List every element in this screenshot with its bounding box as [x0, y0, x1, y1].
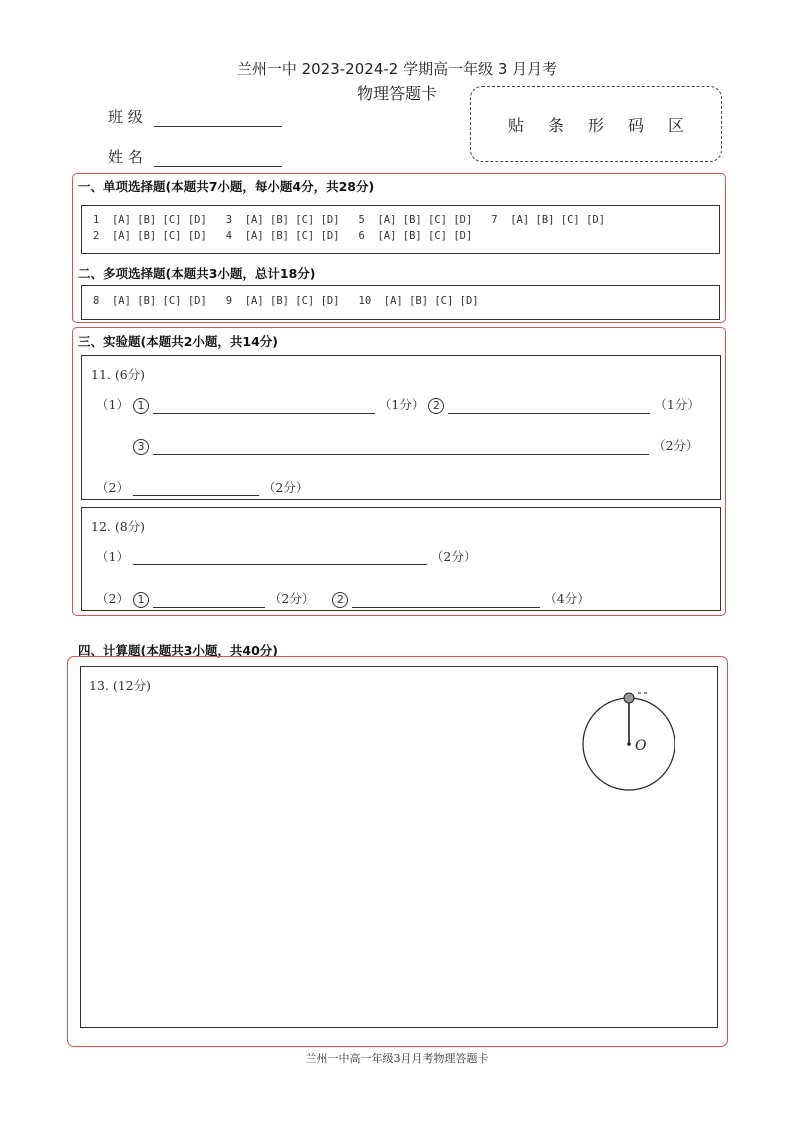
- circled-1-icon: 1: [133, 592, 149, 608]
- q12-blank1[interactable]: [133, 550, 427, 565]
- q12-blank3[interactable]: [352, 593, 540, 608]
- q11-blank1[interactable]: [153, 399, 375, 414]
- q11-score3: （2分）: [652, 438, 699, 453]
- section2-heading: 二、多项选择题(本题共3小题，总计18分): [78, 266, 316, 281]
- q11-blank2[interactable]: [448, 399, 650, 414]
- exam-title: 兰州一中 2023-2024-2 学期高一年级 3 月月考: [236, 60, 558, 78]
- single-choice-row2[interactable]: 2 [A] [B] [C] [D] 4 [A] [B] [C] [D] 6 [A] [B] [C] [D]: [93, 230, 473, 242]
- q12-line1: [96, 547, 476, 565]
- name-blank[interactable]: [154, 152, 282, 167]
- q12-score3: （4分）: [544, 591, 590, 606]
- circled-3-icon: 3: [133, 439, 149, 455]
- center-label: O: [635, 738, 647, 754]
- q11-line2: [133, 436, 698, 455]
- q12-title: 12. (8分): [91, 519, 146, 534]
- q11-part2-label: （2）: [96, 480, 129, 495]
- single-choice-row1[interactable]: 1 [A] [B] [C] [D] 3 [A] [B] [C] [D] 5 [A] [B] [C] [D] 7 [A] [B] [C] [D]: [93, 214, 606, 226]
- section3-heading: 三、实验题(本题共2小题，共14分): [78, 334, 279, 349]
- circled-2-icon: 2: [332, 592, 348, 608]
- q12-score2: （2分）: [268, 591, 315, 606]
- class-field: [108, 106, 282, 127]
- q11-score2: （1分）: [654, 397, 700, 412]
- section1-heading: 一、单项选择题(本题共7小题，每小题4分，共28分): [78, 179, 375, 194]
- q12-part1-label: （1）: [96, 549, 129, 564]
- class-blank[interactable]: [154, 112, 282, 127]
- q11-line3: [96, 478, 308, 496]
- q13-title: 13. (12分): [89, 678, 152, 693]
- q12-part2-label: （2）: [96, 591, 129, 606]
- multi-choice-row1[interactable]: 8 [A] [B] [C] [D] 9 [A] [B] [C] [D] 10 [A] [B] [C] [D]: [93, 295, 479, 307]
- q12-score1: （2分）: [430, 549, 477, 564]
- ball-icon: [624, 693, 634, 703]
- q11-score1: （1分）: [378, 397, 425, 412]
- q11-score4: （2分）: [262, 480, 309, 495]
- q11-line1: [96, 395, 716, 414]
- circled-2-icon: 2: [428, 398, 444, 414]
- exam-subtitle: 物理答题卡: [356, 84, 437, 103]
- class-label: 班 级: [108, 108, 143, 126]
- q11-title: 11. (6分): [91, 367, 146, 382]
- circled-1-icon: 1: [133, 398, 149, 414]
- q11-blank3[interactable]: [153, 440, 649, 455]
- page-footer: 兰州一中高一年级3月月考物理答题卡: [305, 1052, 489, 1065]
- circle-motion-diagram: [575, 686, 675, 796]
- q12-blank2[interactable]: [153, 593, 265, 608]
- name-field: [108, 146, 282, 167]
- q11-blank4[interactable]: [133, 481, 259, 496]
- center-point: [627, 742, 631, 746]
- section4-heading: 四、计算题(本题共3小题，共40分): [78, 643, 279, 658]
- name-label: 姓 名: [108, 148, 143, 166]
- barcode-area: 贴条形码区: [470, 86, 722, 162]
- q12-line2: [96, 589, 590, 608]
- q11-part1-label: （1）: [96, 397, 129, 412]
